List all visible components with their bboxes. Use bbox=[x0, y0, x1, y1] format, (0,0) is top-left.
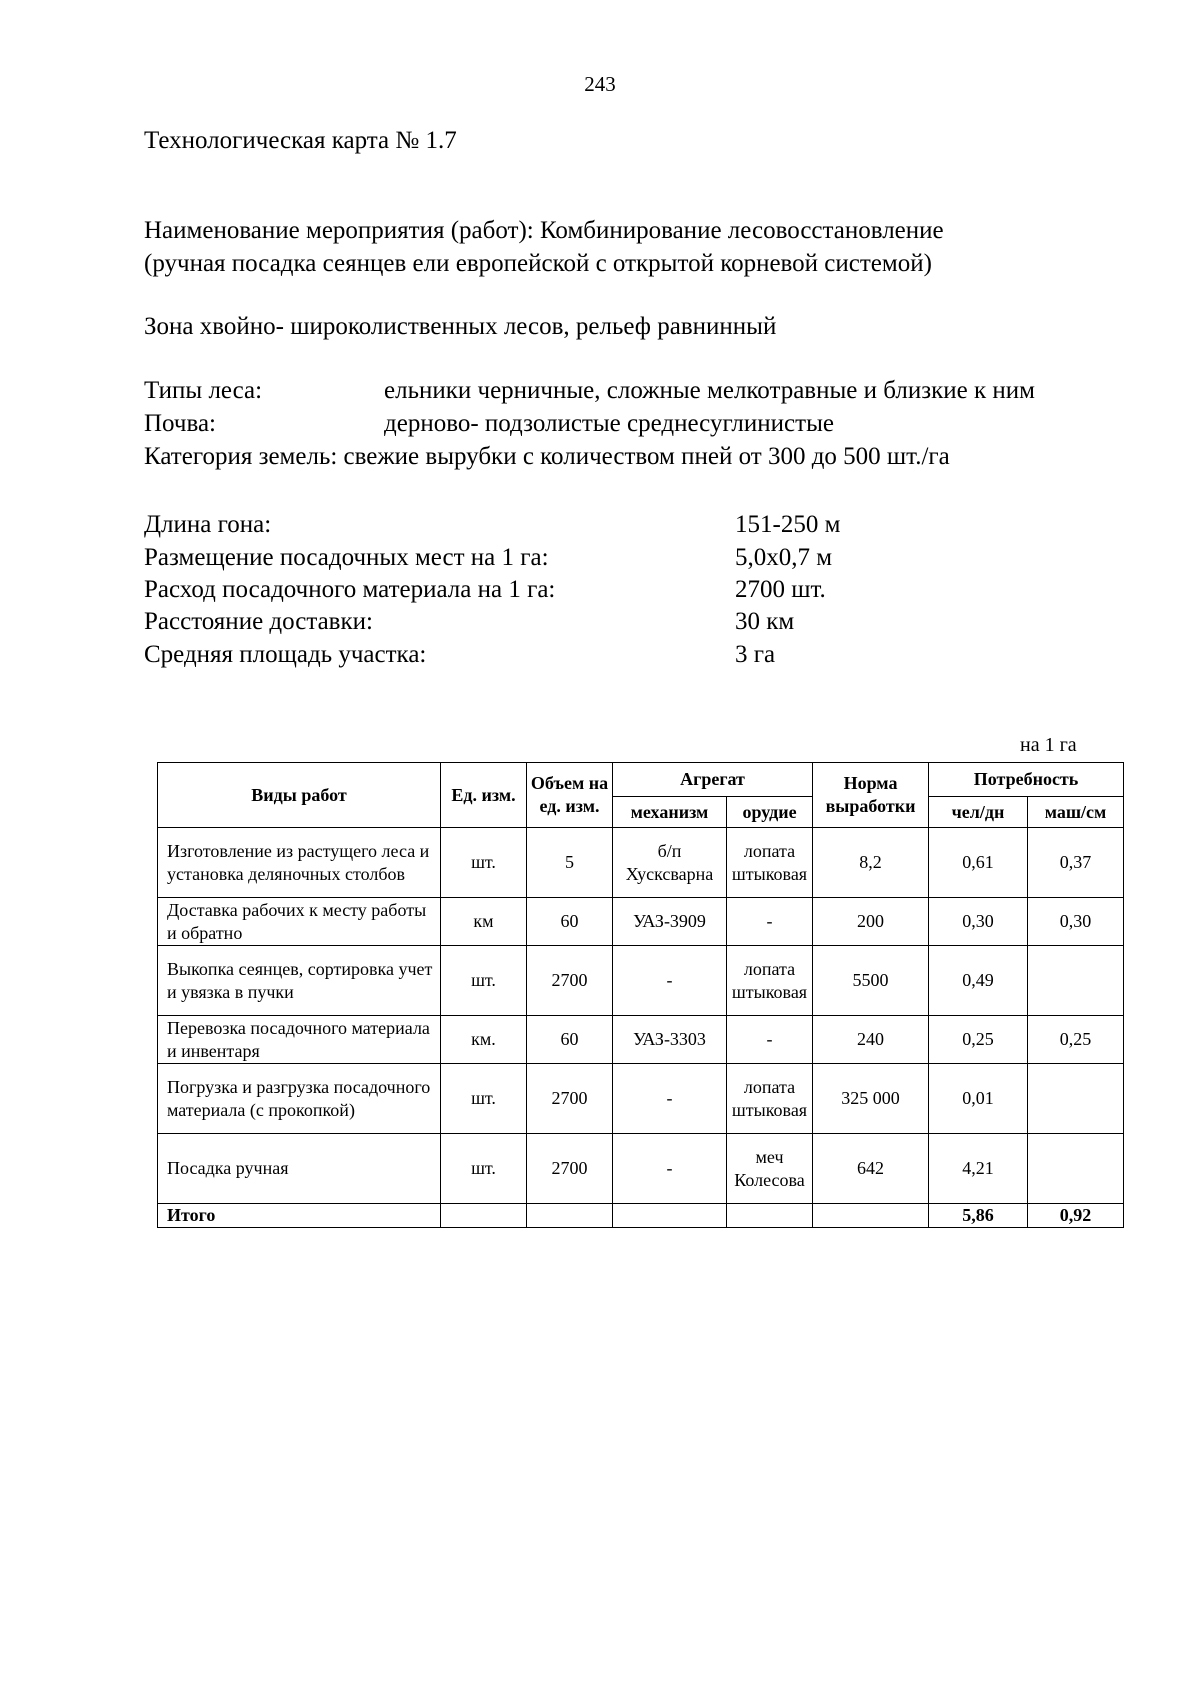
parameter-value: 30 км bbox=[735, 608, 795, 635]
cell-volume: 2700 bbox=[527, 1134, 613, 1204]
document-title: Технологическая карта № 1.7 bbox=[144, 127, 457, 154]
cell-tool: - bbox=[727, 1016, 813, 1064]
cell-volume: 2700 bbox=[527, 946, 613, 1016]
cell-machine-shifts bbox=[1028, 946, 1124, 1016]
header-aggregate: Агрегат bbox=[613, 763, 813, 797]
parameter-label: Расход посадочного материала на 1 га: bbox=[144, 576, 556, 603]
table-row bbox=[158, 898, 1124, 946]
cell-man-days: 0,25 bbox=[929, 1016, 1028, 1064]
cell-norm: 325 000 bbox=[813, 1064, 929, 1134]
total-empty-cell bbox=[527, 1204, 613, 1228]
header-man-days: чел/дн bbox=[929, 797, 1028, 828]
cell-unit: км. bbox=[441, 1016, 527, 1064]
cell-man-days: 0,49 bbox=[929, 946, 1028, 1016]
header-work-type: Виды работ bbox=[158, 763, 441, 828]
cell-tool: меч Колесова bbox=[727, 1134, 813, 1204]
header-tool: орудие bbox=[727, 797, 813, 828]
cell-work-type: Погрузка и разгрузка посадочного материала (с прокопкой) bbox=[158, 1064, 441, 1134]
parameter-label: Длина гона: bbox=[144, 511, 272, 538]
cell-norm: 5500 bbox=[813, 946, 929, 1016]
works-table bbox=[157, 762, 1124, 1228]
header-need: Потребность bbox=[929, 763, 1124, 797]
cell-norm: 240 bbox=[813, 1016, 929, 1064]
table-row bbox=[158, 1064, 1124, 1134]
header-norm: Норма выработки bbox=[813, 763, 929, 828]
header-machine-shifts: маш/см bbox=[1028, 797, 1124, 828]
table-row bbox=[158, 946, 1124, 1016]
cell-norm: 200 bbox=[813, 898, 929, 946]
cell-machine-shifts: 0,25 bbox=[1028, 1016, 1124, 1064]
parameter-value: 5,0х0,7 м bbox=[735, 544, 833, 571]
cell-mechanism: УАЗ-3303 bbox=[613, 1016, 727, 1064]
parameter-label: Расстояние доставки: bbox=[144, 608, 373, 635]
table-unit-note: на 1 га bbox=[1020, 734, 1077, 756]
total-label: Итого bbox=[158, 1204, 441, 1228]
header-mechanism: механизм bbox=[613, 797, 727, 828]
table-row bbox=[158, 1134, 1124, 1204]
total-empty-cell bbox=[613, 1204, 727, 1228]
parameter-label: Средняя площадь участка: bbox=[144, 641, 427, 668]
cell-man-days: 0,30 bbox=[929, 898, 1028, 946]
total-empty-cell bbox=[727, 1204, 813, 1228]
total-man-days: 5,86 bbox=[929, 1204, 1028, 1228]
cell-machine-shifts bbox=[1028, 1134, 1124, 1204]
cell-mechanism: б/п Хусксварна bbox=[613, 828, 727, 898]
cell-tool: - bbox=[727, 898, 813, 946]
cell-man-days: 4,21 bbox=[929, 1134, 1028, 1204]
table-row bbox=[158, 828, 1124, 898]
cell-machine-shifts bbox=[1028, 1064, 1124, 1134]
cell-unit: шт. bbox=[441, 1064, 527, 1134]
cell-mechanism: - bbox=[613, 1134, 727, 1204]
parameter-value: 3 га bbox=[735, 641, 776, 668]
cell-tool: лопата штыковая bbox=[727, 946, 813, 1016]
cell-unit: шт. bbox=[441, 828, 527, 898]
cell-volume: 60 bbox=[527, 1016, 613, 1064]
cell-work-type: Выкопка сеянцев, сортировка учет и увязка в пучки bbox=[158, 946, 441, 1016]
forest-types-label: Типы леса: bbox=[144, 377, 263, 404]
forest-types-value: ельники черничные, сложные мелкотравные и близкие к ним bbox=[384, 377, 1035, 404]
cell-work-type: Посадка ручная bbox=[158, 1134, 441, 1204]
cell-volume: 2700 bbox=[527, 1064, 613, 1134]
cell-unit: шт. bbox=[441, 1134, 527, 1204]
table-row bbox=[158, 1016, 1124, 1064]
cell-mechanism: - bbox=[613, 1064, 727, 1134]
cell-norm: 8,2 bbox=[813, 828, 929, 898]
soil-value: дерново- подзолистые среднесуглинистые bbox=[384, 410, 834, 437]
cell-unit: км bbox=[441, 898, 527, 946]
land-category-line: Категория земель: свежие вырубки с количеством пней от 300 до 500 шт./га bbox=[144, 443, 950, 470]
cell-mechanism: УАЗ-3909 bbox=[613, 898, 727, 946]
cell-unit: шт. bbox=[441, 946, 527, 1016]
cell-work-type: Изготовление из растущего леса и установка деляночных столбов bbox=[158, 828, 441, 898]
cell-volume: 60 bbox=[527, 898, 613, 946]
total-row bbox=[158, 1204, 1124, 1228]
cell-work-type: Доставка рабочих к месту работы и обратно bbox=[158, 898, 441, 946]
activity-line-1: Наименование мероприятия (работ): Комбинирование лесовосстановление bbox=[144, 217, 944, 244]
total-machine-shifts: 0,92 bbox=[1028, 1204, 1124, 1228]
cell-machine-shifts: 0,30 bbox=[1028, 898, 1124, 946]
cell-volume: 5 bbox=[527, 828, 613, 898]
parameter-value: 2700 шт. bbox=[735, 576, 826, 603]
cell-work-type: Перевозка посадочного материала и инвентаря bbox=[158, 1016, 441, 1064]
cell-tool: лопата штыковая bbox=[727, 1064, 813, 1134]
cell-mechanism: - bbox=[613, 946, 727, 1016]
cell-man-days: 0,61 bbox=[929, 828, 1028, 898]
total-empty-cell bbox=[813, 1204, 929, 1228]
cell-tool: лопата штыковая bbox=[727, 828, 813, 898]
parameter-value: 151-250 м bbox=[735, 511, 841, 538]
soil-label: Почва: bbox=[144, 410, 216, 437]
cell-machine-shifts: 0,37 bbox=[1028, 828, 1124, 898]
zone-text: Зона хвойно- широколиственных лесов, рельеф равнинный bbox=[144, 313, 777, 340]
activity-line-2: (ручная посадка сеянцев ели европейской с открытой корневой системой) bbox=[144, 250, 932, 277]
header-unit: Ед. изм. bbox=[441, 763, 527, 828]
page-number: 243 bbox=[584, 72, 616, 96]
cell-norm: 642 bbox=[813, 1134, 929, 1204]
parameter-label: Размещение посадочных мест на 1 га: bbox=[144, 544, 549, 571]
total-empty-cell bbox=[441, 1204, 527, 1228]
header-volume: Объем на ед. изм. bbox=[527, 763, 613, 828]
cell-man-days: 0,01 bbox=[929, 1064, 1028, 1134]
